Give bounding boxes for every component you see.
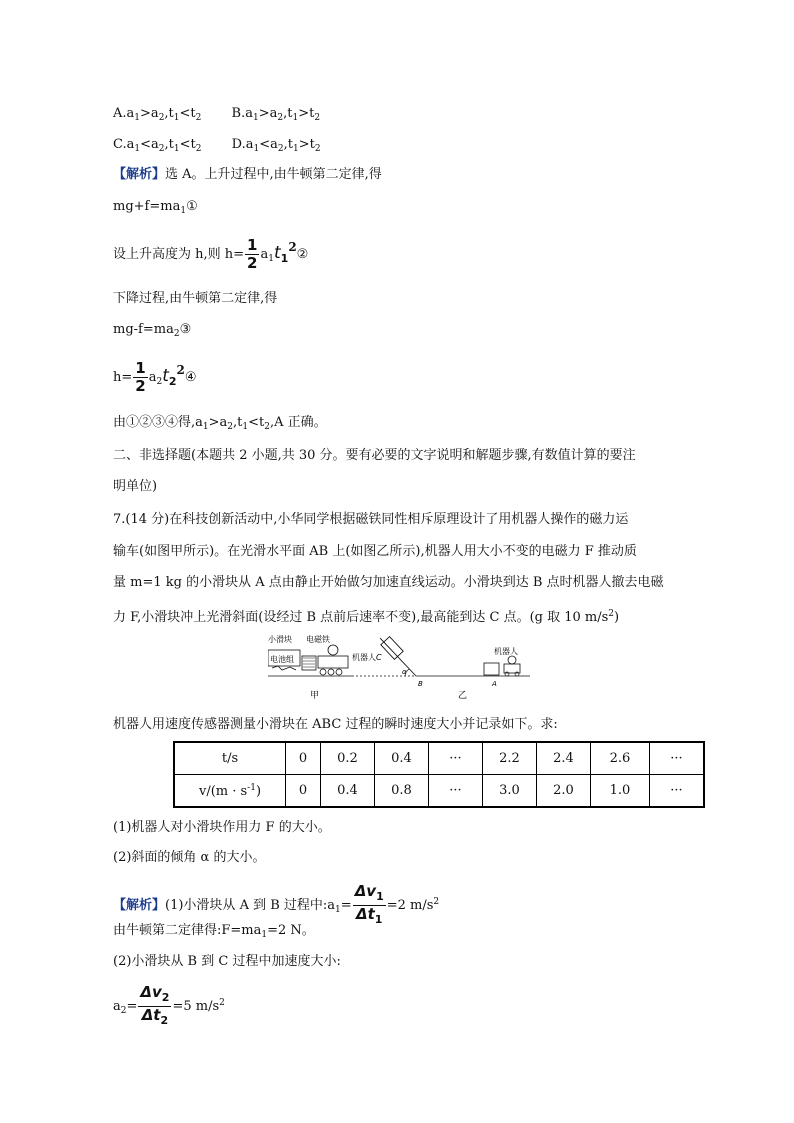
incline (380, 638, 416, 676)
slider-block (484, 663, 499, 675)
equation-1: $mg+f=ma_1①$ (113, 199, 198, 216)
wheel (336, 669, 342, 675)
coil-windings (303, 658, 315, 667)
figure-robot-incline (268, 632, 530, 714)
fraction-dv1-dt1: $\frac{\Delta v_1}{\Delta t_1}$ (354, 882, 384, 926)
equation-4: h= $\frac{1}{2}$ $a_2t_22④$ (113, 359, 197, 395)
cell-time: 2.2 (483, 742, 537, 775)
label-magnet: 电磁铁 (306, 635, 330, 644)
analysis2-part2: (2)小滑块从 B 到 C 过程中加速度大小: (113, 954, 341, 969)
problem7-line1: 7.(14 分)在科技创新活动中,小华同学根据磁铁同性相斥原理设计了用机器人操作的磁力运 (113, 512, 629, 527)
table-intro: 机器人用速度传感器测量小滑块在 ABC 过程的瞬时速度大小并记录如下。求: (113, 717, 558, 732)
analysis2-eq2: $a_2=$ $\frac{\Delta v_2}{\Delta t_2}$ =5 $m/s^2$ (113, 983, 225, 1027)
problem7-line3: 量 m=1 kg 的小滑块从 A 点由静止开始做匀加速直线运动。小滑块到达 B 点时机器人撤去电磁 (113, 575, 664, 590)
analysis2-part1: 【解析】(1)小滑块从 A 到 B 过程中$:a_1=$ $\frac{\Delta v_1}{\Delta t_1}$ =2 $m/s^2$ (113, 882, 440, 926)
fraction-dv2-dt2: $\frac{\Delta v_2}{\Delta t_2}$ (140, 983, 170, 1027)
cell-velocity: 0 (286, 775, 321, 808)
option-d: $D.a_1<a_2,t_1>t_2$ (231, 137, 321, 154)
label-robot2: 机器人 (494, 647, 518, 656)
cell-velocity: 0.4 (321, 775, 375, 808)
label-battery: 电池组 (270, 655, 294, 664)
header-time: t/s (174, 742, 286, 775)
analysis2-newton: 由牛顿第二定律得$:F=ma_1=2$ N。 (113, 923, 315, 940)
velocity-table (173, 741, 705, 808)
fraction-half: $\frac{1}{2}$ (247, 236, 258, 272)
label-robot1: 机器人 (352, 653, 376, 662)
cell-velocity: 3.0 (483, 775, 537, 808)
equation-2: 设上升高度为 h,则 h= $\frac{1}{2}$ $a_1t_12②$ (113, 236, 309, 272)
section2-heading: 二、非选择题(本题共 2 小题,共 30 分。要有必要的文字说明和解题步骤,有数值计算的要注 (113, 448, 636, 463)
option-a: $A.a_1>a_2,t_1<t_2$ (113, 106, 202, 123)
wheel (328, 669, 334, 675)
wheel (320, 669, 326, 675)
robot2-body (504, 664, 520, 673)
label-b: B (418, 680, 423, 688)
robot-head (328, 645, 338, 655)
analysis1-down: 下降过程,由牛顿第二定律,得 (113, 291, 278, 306)
problem7-line2: 输车(如图甲所示)。在光滑水平面 AB 上(如图乙所示),机器人用大小不变的电磁力 F 推动质 (113, 544, 637, 559)
table-row-time (174, 742, 704, 775)
cell-time: 0.2 (321, 742, 375, 775)
label-alpha: α (402, 668, 407, 676)
question-2: (2)斜面的倾角 α 的大小。 (113, 850, 266, 865)
label-slider: 小滑块 (268, 635, 292, 644)
cell-time: 2.4 (537, 742, 591, 775)
cell-velocity: 2.0 (537, 775, 591, 808)
option-b: $B.a_1>a_2,t_1>t_2$ (231, 106, 321, 123)
slider-shape (272, 666, 296, 670)
cell-time: 0.4 (375, 742, 429, 775)
cell-velocity: ··· (429, 775, 483, 808)
analysis-tag: 【解析】 (113, 167, 166, 182)
problem7-line4: 力 F,小滑块冲上光滑斜面(设经过 B 点前后速率不变),最高能到达 C 点。(g 取 10 $m/s^2$) (113, 609, 620, 625)
analysis1-intro: 【解析】选 A。上升过程中,由牛顿第二定律,得 (113, 167, 382, 182)
options-row-ab (113, 104, 320, 128)
header-velocity: $v/(m \cdot s^{-1})$ (174, 775, 286, 808)
wheel (515, 672, 519, 676)
wheel (505, 672, 509, 676)
block-on-incline (381, 637, 403, 660)
caption-yi: 乙 (458, 691, 468, 701)
cell-time: ··· (429, 742, 483, 775)
table-row-velocity (174, 775, 704, 808)
equation-3: $mg-f=ma_2③$ (113, 322, 192, 339)
cell-velocity: 0.8 (375, 775, 429, 808)
label-c: C (376, 653, 382, 662)
section2-heading-cont: 明单位) (113, 479, 158, 494)
question-1: (1)机器人对小滑块作用力 F 的大小。 (113, 820, 331, 835)
analysis-tag: 【解析】 (113, 898, 166, 913)
caption-jia: 甲 (310, 691, 320, 701)
label-a: A (492, 680, 497, 688)
options-row-cd (113, 135, 321, 159)
cell-time: ··· (650, 742, 705, 775)
cell-velocity: ··· (650, 775, 705, 808)
cell-velocity: 1.0 (591, 775, 650, 808)
option-c: $C.a_1<a_2,t_1<t_2$ (113, 137, 202, 154)
robot2-head (508, 656, 516, 664)
analysis1-conclusion: 由①②③④得$,a_1>a_2,t_1<t_2,A$ 正确。 (113, 415, 327, 432)
cell-time: 0 (286, 742, 321, 775)
cell-time: 2.6 (591, 742, 650, 775)
fraction-half: $\frac{1}{2}$ (135, 359, 146, 395)
robot-body (318, 656, 348, 668)
